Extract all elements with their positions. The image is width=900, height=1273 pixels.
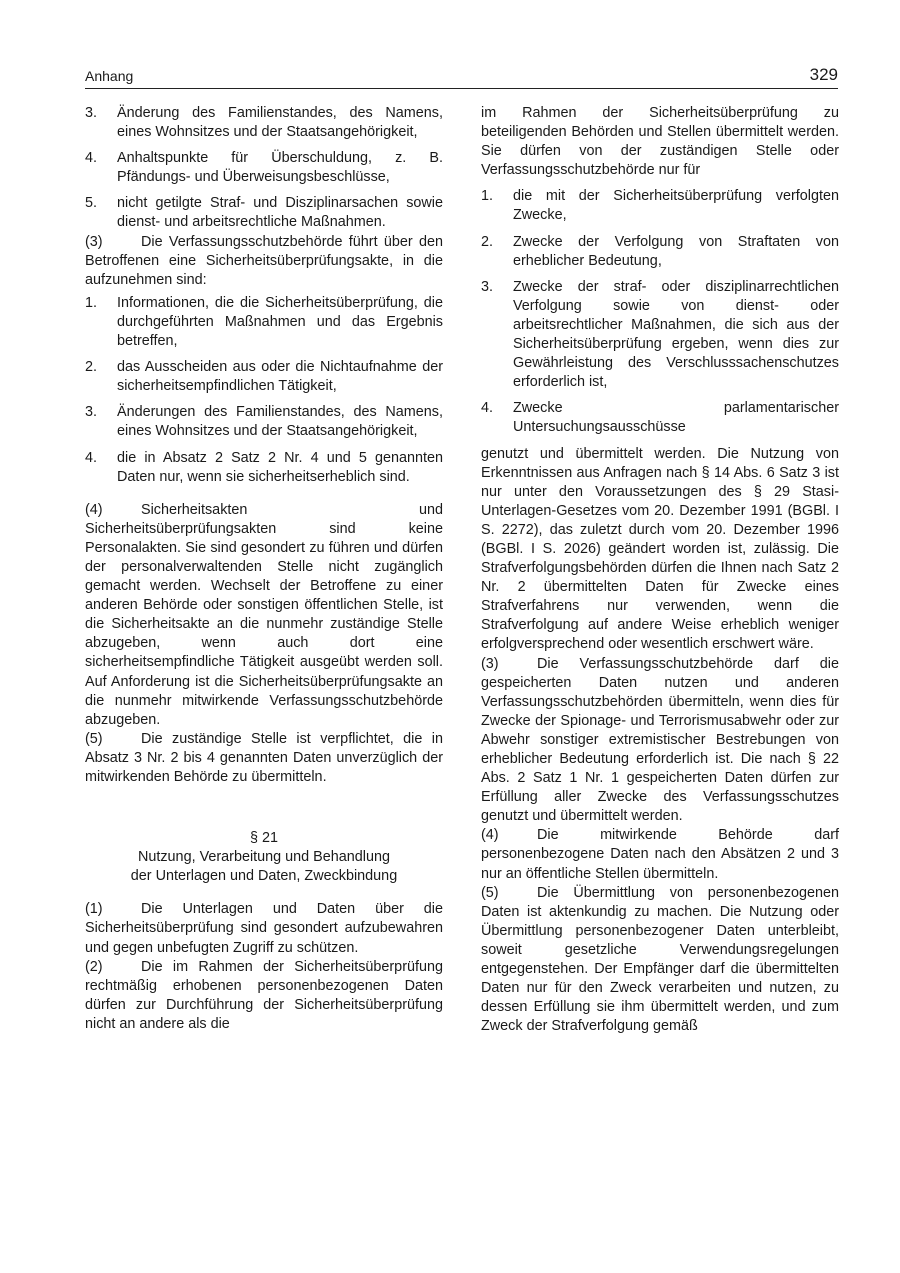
list-text: nicht getilgte Straf- und Disziplinarsachen sowie dienst- und arbeitsrechtliche Maßnahmen. xyxy=(117,195,443,231)
paragraph-text: Sicherheitsakten und Sicherheitsüberprüfungsakten sind keine Personalakten. Sie sind gesondert zu führen und dürfen der personalverwaltenden Stelle nicht zugänglich gemacht werden. Wechselt der Betroffene zu einer anderen Behörde oder sonstigen öffentlichen Stelle, ist die Sicherheitsakte an die nunmehr zuständige Stelle abzugeben, wenn auch dort eine sicherheitsempfindliche Tätigkeit ausgeübt werden soll. Auf Anforderung ist die Sicherheitsüberprüfungsakte an die nunmehr mitwirkende Verfassungsschutzbehörde abzugeben. xyxy=(85,501,443,728)
section-title-line-2: der Unterlagen und Daten, Zweckbindung xyxy=(130,868,398,885)
paragraph-5 xyxy=(85,730,443,787)
paragraph-text: Die Unterlagen und Daten über die Sicherheitsüberprüfung sind gesondert aufzubewahren und gegen unbefugten Zugriff zu schützen. xyxy=(85,901,443,956)
list-item xyxy=(85,194,443,232)
paragraph-text: Die Verfassungsschutzbehörde führt über den Betroffenen eine Sicherheitsüberprüfungsakte, in die aufzunehmen sind: xyxy=(85,233,443,288)
paragraph-text: Die Verfassungsschutzbehörde darf die gespeicherten Daten nutzen und anderen Verfassungsschutzbehörden übermitteln, wenn dies für Zwecke der Spionage- und Terrorismusabwehr oder zur Abwehr sonstiger extremistischer Bestrebungen von erheblicher Bedeutung erforderlich ist. Die nach § 22 Abs. 2 Satz 1 Nr. 1 gespeicherten Daten dürfen zur Erfüllung aller Zwecke des Verfassungsschutzes genutzt und übermittelt werden. xyxy=(481,655,839,825)
list-text: Zwecke der Verfolgung von Straftaten von erheblicher Bedeutung, xyxy=(513,233,839,269)
section-title-line-1: Nutzung, Verarbeitung und Behandlung xyxy=(137,849,391,866)
list-number: 5. xyxy=(85,195,98,212)
paragraph-number: (4) xyxy=(481,827,499,844)
list-item xyxy=(85,449,443,487)
paragraph-number: (5) xyxy=(481,884,499,901)
page-number: 329 xyxy=(809,65,838,84)
left-column xyxy=(85,104,443,1034)
list-item xyxy=(85,403,443,441)
list-number: 4. xyxy=(85,150,98,167)
paragraph-4 xyxy=(85,501,443,730)
list-item xyxy=(85,294,443,351)
list-number: 3. xyxy=(481,278,494,295)
list-items-b xyxy=(85,294,443,487)
section-paragraph-1 xyxy=(85,900,443,957)
continuation-text: genutzt und übermittelt werden. Die Nutzung von Erkenntnissen aus Anfragen nach § 14 Abs. 6 Satz 3 ist nur unter den Voraussetzungen des § 29 Stasi-Unterlagen-Gesetzes vom 20. Dezember 1991 (BGBl. I S. 2272), das zuletzt durch vom 20. Dezember 1996 (BGBl. I S. 2026) geändert worden ist, zulässig. Die Strafverfolgungsbehörden dürfen die Ihnen nach Satz 2 Nr. 2 übermittelten Daten für Zwecke eines Strafverfahrens nur verwenden, wenn die Strafverfolgung auf andere Weise erheblich weniger erfolgversprechend oder wesentlich erschwert wäre. xyxy=(481,445,839,653)
list-text: Zwecke parlamentarischer Untersuchungsausschüsse xyxy=(513,400,839,436)
right-column xyxy=(481,104,839,1036)
paragraph-5 xyxy=(481,884,839,1037)
paragraph-number: (3) xyxy=(85,233,103,250)
continuation-paragraph: im Rahmen der Sicherheitsüberprüfung zu beteiligenden Behörden und Stellen übermittelt werden. Sie dürfen von der zuständigen Stelle oder Verfassungsschutzbehörde nur für xyxy=(481,105,839,179)
list-text: die in Absatz 2 Satz 2 Nr. 4 und 5 genannten Daten nur, wenn sie sicherheitserheblich sind. xyxy=(117,449,443,485)
paragraph-number: (5) xyxy=(85,730,103,747)
page-header xyxy=(85,62,838,89)
paragraph-3 xyxy=(85,233,443,290)
list-number: 2. xyxy=(85,359,98,376)
list-item xyxy=(85,104,443,142)
list-item xyxy=(85,358,443,396)
paragraph-3 xyxy=(481,655,839,827)
running-head: Anhang xyxy=(85,68,134,84)
list-number: 3. xyxy=(85,105,98,121)
paragraph-text: Die mitwirkende Behörde darf personenbezogene Daten nach den Absätzen 2 und 3 nur an öffentliche Stellen übermitteln. xyxy=(481,827,839,882)
paragraph-number: (4) xyxy=(85,501,103,518)
paragraph-number: (2) xyxy=(85,958,103,975)
paragraph-4 xyxy=(481,826,839,883)
list-items-a xyxy=(85,104,443,233)
list-item xyxy=(481,278,839,393)
paragraph-text: Die zuständige Stelle ist verpflichtet, die in Absatz 3 Nr. 2 bis 4 genannten Daten unverzüglich der mitwirkenden Behörde zu übermitteln. xyxy=(85,730,443,785)
list-text: die mit der Sicherheitsüberprüfung verfolgten Zwecke, xyxy=(513,188,839,224)
list-item xyxy=(481,187,839,225)
list-text: Änderungen des Familienstandes, des Namens, eines Wohnsitzes und der Staatsangehörigkeit, xyxy=(117,404,443,440)
list-text: Zwecke der straf- oder disziplinarrechtlichen Verfolgung sowie von dienst- oder arbeitsrechtlicher Maßnahmen, die sich aus der Sicherheitsüberprüfung ergeben, wenn dies zur Gewährleistung des Verschlusssachenschutzes erforderlich ist, xyxy=(513,278,839,391)
list-number: 2. xyxy=(481,233,494,250)
list-text: Informationen, die die Sicherheitsüberprüfung, die durchgeführten Maßnahmen und das Ergebnis betreffen, xyxy=(117,294,443,350)
list-number: 1. xyxy=(85,294,98,311)
section-paragraph-2 xyxy=(85,958,443,1034)
list-item xyxy=(481,399,839,437)
list-number: 1. xyxy=(481,188,494,205)
list-item xyxy=(481,233,839,271)
paragraph-text: Die Übermittlung von personenbezogenen Daten ist aktenkundig zu machen. Die Nutzung oder Übermittlung personenbezogener Daten unterbleibt, soweit gesetzliche Verwendungsregelungen entgegenstehen. Der Empfänger darf die übermittelten Daten nur für den Zweck verarbeiten und nutzen, zu dessen Erfüllung sie ihm übermittelt werden, und zum Zweck der Strafverfolgung gemäß xyxy=(481,884,839,1035)
list-number: 4. xyxy=(481,400,494,417)
list-text: Änderung des Familienstandes, des Namens, eines Wohnsitzes und der Staatsangehörigkeit, xyxy=(117,105,443,141)
list-number: 3. xyxy=(85,404,98,421)
section-number: § 21 xyxy=(249,830,278,847)
paragraph-number: (1) xyxy=(85,901,103,918)
purpose-list xyxy=(481,187,839,437)
paragraph-text: Die im Rahmen der Sicherheitsüberprüfung rechtmäßig erhobenen personenbezogenen Daten dürfen zur Durchführung der Sicherheitsüberprüfung nicht an andere als die xyxy=(85,958,443,1032)
list-number: 4. xyxy=(85,449,98,466)
paragraph-number: (3) xyxy=(481,655,499,672)
list-item xyxy=(85,149,443,187)
list-text: das Ausscheiden aus oder die Nichtaufnahme der sicherheitsempfindlichen Tätigkeit, xyxy=(117,359,443,395)
list-text: Anhaltspunkte für Überschuldung, z. B. Pfändungs- und Überweisungsbeschlüsse, xyxy=(117,150,443,186)
